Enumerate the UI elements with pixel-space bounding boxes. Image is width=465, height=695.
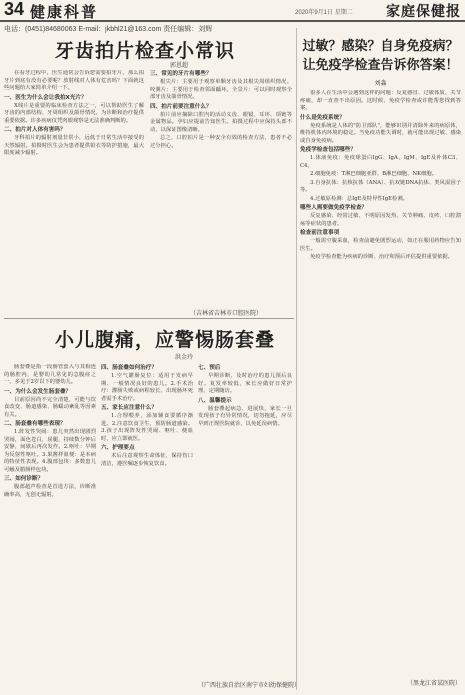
subheading: 三、常见的牙片有哪些？: [150, 71, 212, 77]
article-divider: [4, 318, 294, 319]
subheading: 六、护理要点: [101, 445, 135, 451]
subheading: 七、预后: [198, 365, 221, 371]
paragraph: 在看牙过程中，医生通常会告诉您需要拍牙片，那么拍牙片到底有没有必要呢？放射线对人体有危害吗？下面就这些问题给大家简单介绍一下。: [4, 70, 144, 91]
page-header: [0, 0, 465, 22]
article2-signature: （广西壮族自治区南宁市妇幼保健院）: [198, 682, 301, 689]
article2-column-2: [101, 364, 193, 686]
article2-title: 小儿腹痛，应警惕肠套叠: [55, 329, 276, 351]
subheading: 四、肠套叠如何治疗？: [101, 365, 157, 371]
article2-column-3: [198, 364, 292, 674]
paragraph: 4.过敏原检测：总IgE及特异性IgE检测。: [310, 195, 408, 202]
paragraph: 1.阵发性哭闹：患儿突然出现剧烈哭闹，面色苍白，屈腿，持续数分钟后安静，间歇后再次发作。2.呕吐：早期为反射性呕吐。3.果酱样血便：是本病的特征性表现。4.腹部包块：多数患儿可触及腊肠样包块。: [4, 429, 96, 473]
subheading: 什么是免疫系统？: [300, 114, 345, 121]
paragraph: 拍片前应摘除口腔内的活动义齿、眼镜、耳环、项链等金属物品。孕妇应提前告知医生。拍摄过程中应保持头部不动，以保证图像清晰。: [150, 111, 292, 133]
paragraph: X线片是重要的临床检查方法之一，可以帮助医生了解牙齿的内部结构、牙周组织及颌骨情况，为诊断和治疗提供重要依据。许多疾病仅凭肉眼观察是无法准确判断的。: [4, 102, 144, 124]
column-divider: [296, 28, 297, 690]
sidebar-byline: 刘淼: [374, 80, 387, 87]
paragraph: 根尖片：主要用于观察单颗牙齿及其根尖周组织情况。咬翼片：主要用于检查邻面龋坏。全景片：可以同时观察全部牙齿及颌骨情况。: [150, 79, 292, 100]
paragraph: 很多人在生活中会遇到这样的问题：反复感冒、过敏体质、关节疼痛，却一直查不出原因。这时候，免疫学检查或许能帮您找到答案。: [300, 90, 461, 111]
article1-column-2: [150, 70, 292, 306]
subheading: 三、如何诊断？: [4, 476, 44, 482]
paragraph: 目前原因尚不完全清楚，可能与饮食改变、肠道感染、肠蠕动紊乱等因素有关。: [4, 396, 96, 418]
article2-byline: 洪金玲: [175, 354, 194, 361]
paragraph: 2.细胞免疫：T淋巴细胞亚群、B淋巴细胞、NK细胞。: [310, 171, 438, 177]
sidebar-article: [300, 30, 461, 690]
subheading: 免疫学检查包括哪些？: [300, 147, 356, 153]
paragraph: 总之，口腔拍片是一种安全有效的检查方法，患者不必过分担心。: [150, 135, 292, 149]
sidebar-title-line2: 让免疫学检查告诉你答案！: [302, 58, 459, 73]
paragraph: 早期诊断、及时治疗的患儿预后良好。复发率较低，家长应做好日常护理，定期随访。: [198, 373, 292, 394]
paragraph: 腹部超声检查是首选方法，诊断准确率高，无创无辐射。: [4, 484, 96, 498]
paragraph: 反复感染、经常过敏、不明原因发热、关节肿痛、皮疹、口腔溃疡等症状的患者。: [300, 213, 461, 227]
paragraph: 免疫系统是人体的"防卫部队"，能够识别并清除外来的病原体，维持机体内环境的稳定。当免疫功能失调时，就可能出现过敏、感染或自身免疫病。: [300, 122, 461, 144]
section-name: 健康科普: [30, 3, 99, 21]
paragraph: 免疫学检查能为疾病的诊断、治疗和预后评估提供重要依据。: [310, 254, 454, 260]
subheading: 检查前注意事项: [300, 230, 340, 236]
subheading: 五、家长应注意什么？: [101, 405, 157, 411]
article1-signature: （吉林省吉林市口腔医院）: [190, 310, 263, 317]
paragraph: 术后注意观察生命体征，保持伤口清洁，遵医嘱逐步恢复饮食。: [101, 453, 193, 467]
subheading: 一、医生为什么会让我拍X光片？: [4, 94, 87, 101]
subheading: 二、肠套叠有哪些表现？: [4, 421, 66, 427]
contact-info: 电话：(0451)84680063 E-mail：jkbhl21@163.com 责任编辑：刘辉: [4, 26, 213, 33]
paragraph: 3.自身抗体：抗核抗体（ANA）、抗双链DNA抗体、类风湿因子等。: [300, 179, 461, 193]
subheading: 八、温馨提示: [198, 397, 232, 404]
article1-title: 牙齿拍片检查小常识: [55, 40, 236, 62]
subheading: 一、为什么会发生肠套叠？: [4, 388, 72, 395]
paragraph: 1.合理喂养，添加辅食要循序渐进。2.注意饮食卫生，预防肠道感染。3.孩子出现阵发性哭闹、呕吐、便血时，应立即就医。: [101, 413, 193, 442]
paragraph: 1.空气灌肠复位：适用于发病早期、一般情况良好的患儿。2.手术治疗：灌肠失败或病程较长、出现肠坏死者需手术治疗。: [101, 373, 193, 402]
subheading: 哪些人需要做免疫学检查？: [300, 205, 368, 211]
sidebar-signature: （黑龙江省某医院）: [406, 680, 461, 687]
issue-date: 2020年9月1日 星期二: [295, 10, 353, 16]
paragraph: 肠套叠起病急、进展快，家长一旦发现孩子有异常情况，切勿拖延，应尽早到正规医院就诊，以免延误病情。: [198, 405, 292, 427]
paragraph: 一般需空腹采血，检查前避免剧烈运动，如正在服用药物应告知医生。: [300, 238, 461, 252]
paper-name: 家庭保健报: [386, 4, 461, 20]
paragraph: 肠套叠是指一段肠管套入与其相连的肠腔内，是婴幼儿常见的急腹症之一，多见于2岁以下的婴幼儿。: [4, 364, 96, 385]
sidebar-title-line1: 过敏？感染？自身免疫病？: [302, 39, 459, 54]
sidebar-body: [300, 90, 461, 675]
article1-column-1: [4, 70, 144, 306]
article1-byline: 郭恩超: [170, 62, 189, 69]
article2-column-1: [4, 364, 96, 686]
subheading: 二、拍片对人体有害吗？: [4, 127, 66, 133]
subheading: 四、拍片前要注意什么？: [150, 103, 212, 110]
paragraph: 牙科拍片的辐射剂量非常小，远低于日常生活中接受的天然辐射。拍摄时医生会为患者提供铅衣等防护措施，最大限度减少辐射。: [4, 135, 144, 156]
paragraph: 1.体液免疫：免疫球蛋白IgG、IgA、IgM、IgE及补体C3、C4。: [300, 155, 461, 169]
page-number: 34: [4, 0, 25, 19]
